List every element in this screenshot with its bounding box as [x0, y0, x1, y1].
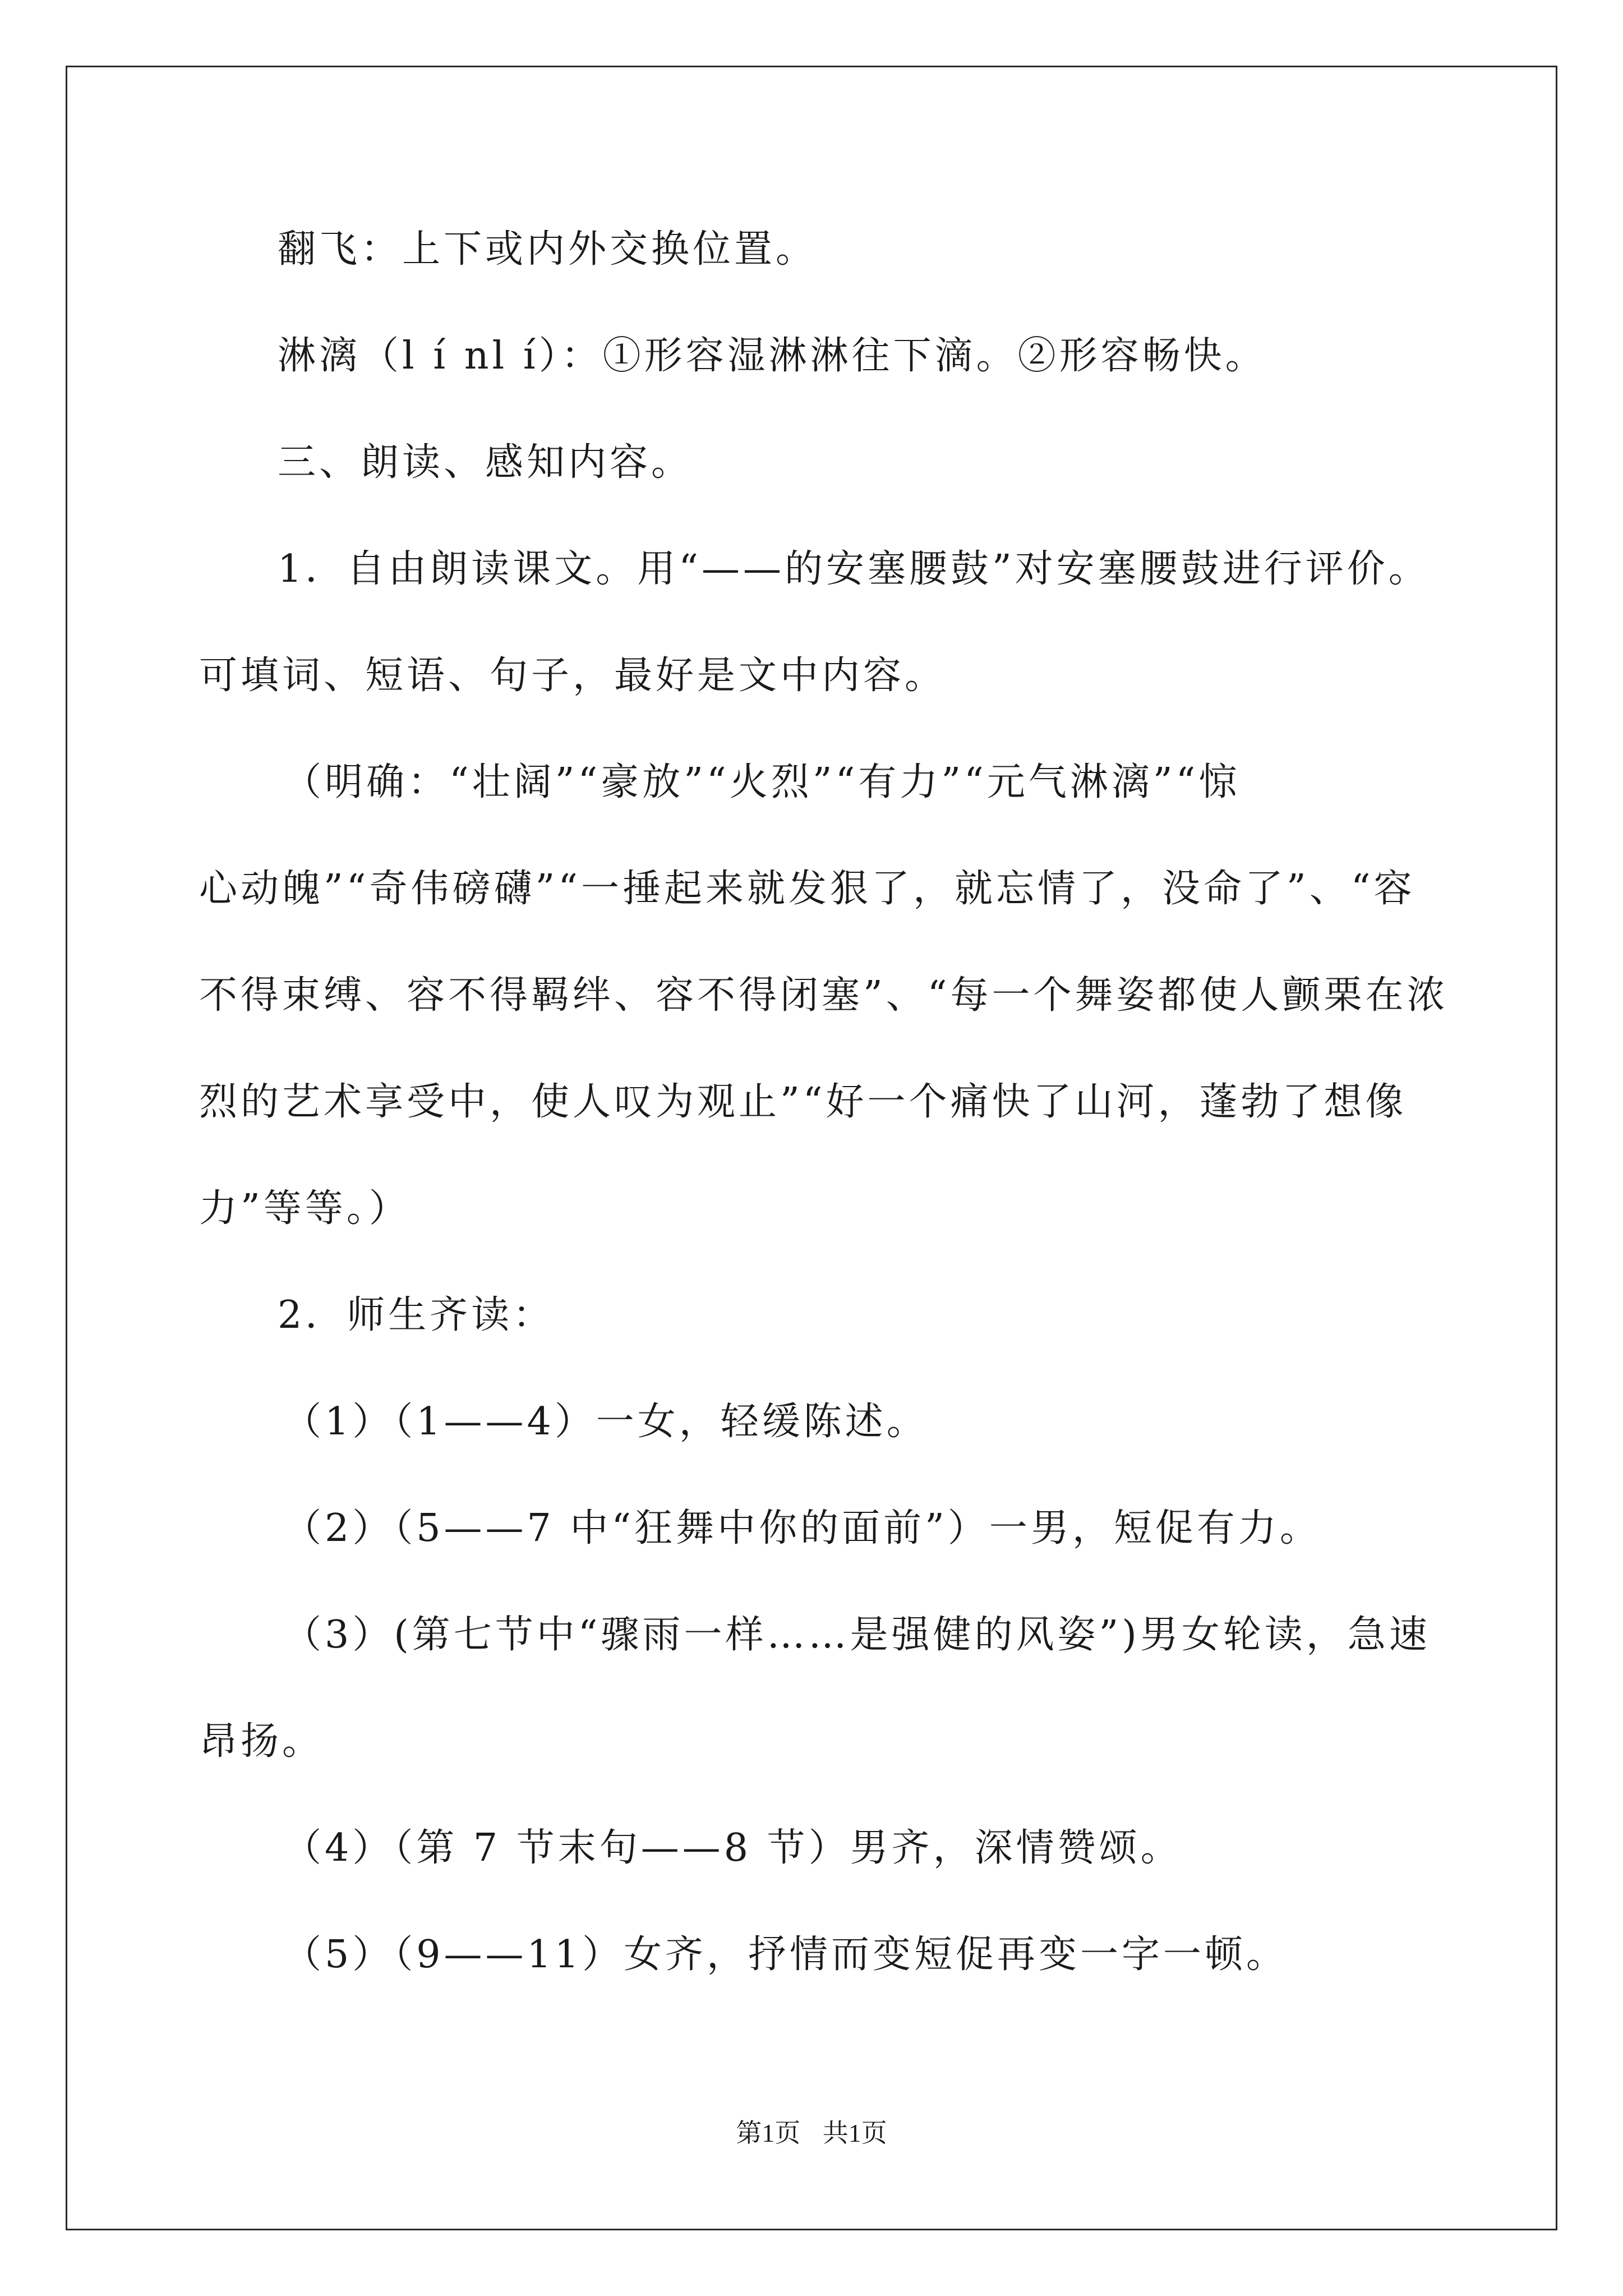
text-line-3: 三、朗读、感知内容。	[278, 440, 693, 485]
text-line-12: （1）（1——4）一女，轻缓陈述。	[283, 1400, 928, 1444]
text-line-6: （明确：“壮阔”“豪放”“火烈”“有力”“元气淋漓”“惊	[283, 760, 1241, 804]
page-border	[66, 66, 1557, 2230]
page-current-label: 第1页	[736, 2119, 801, 2147]
text-line-2: 淋漓（l í nl í）：①形容湿淋淋往下滴。②形容畅快。	[278, 334, 1267, 378]
text-line-7: 心动魄”“奇伟磅礴”“一捶起来就发狠了，就忘情了，没命了”、“容	[199, 867, 1415, 911]
text-line-10: 力”等等。）	[199, 1186, 411, 1231]
text-line-14: （3）(第七节中“骤雨一样……是强健的风姿”)男女轮读，急速	[283, 1613, 1431, 1657]
text-line-13: （2）（5——7 中“狂舞中你的面前”）一男，短促有力。	[283, 1506, 1321, 1550]
text-line-17: （5）（9——11）女齐，抒情而变短促再变一字一顿。	[283, 1932, 1288, 1977]
text-line-11: 2．师生齐读：	[278, 1293, 555, 1337]
page-total-label: 共1页	[822, 2119, 887, 2147]
text-line-8: 不得束缚、容不得羁绊、容不得闭塞”、“每一个舞姿都使人颤栗在浓	[199, 973, 1449, 1018]
text-line-4: 1．自由朗读课文。用“——的安塞腰鼓”对安塞腰鼓进行评价。	[278, 547, 1430, 591]
text-line-16: （4）（第 7 节末句——8 节）男齐，深情赞颂。	[283, 1826, 1182, 1870]
text-line-9: 烈的艺术享受中，使人叹为观止”“好一个痛快了山河，蓬勃了想像	[199, 1080, 1407, 1124]
text-line-5: 可填词、短语、句子，最好是文中内容。	[199, 654, 947, 698]
text-line-15: 昂扬。	[199, 1719, 324, 1764]
page-footer	[0, 2116, 1623, 2150]
text-line-1: 翻飞：上下或内外交换位置。	[278, 227, 818, 272]
